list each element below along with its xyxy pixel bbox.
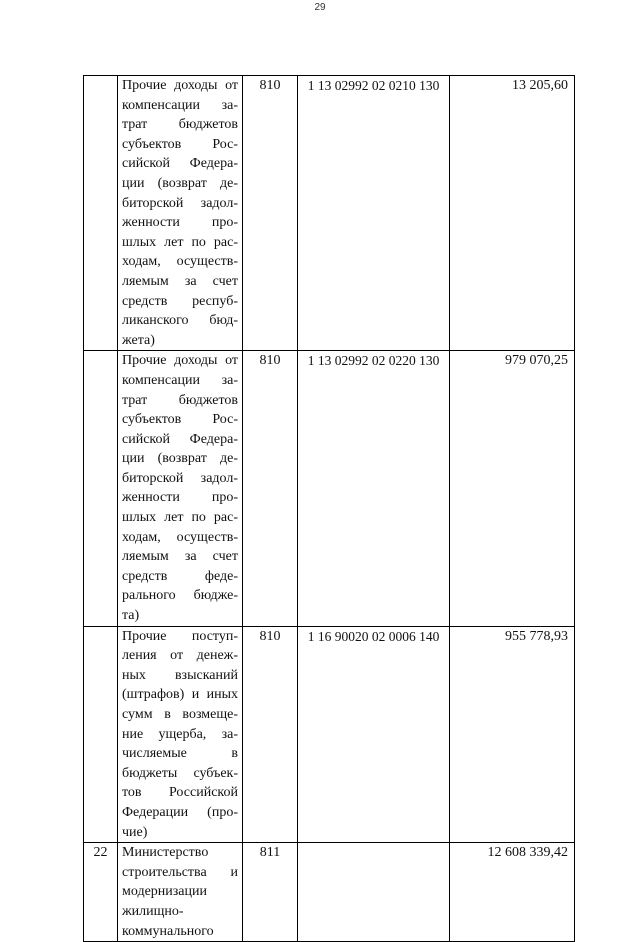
admin-code: 810 <box>243 626 298 843</box>
name-line: ляемым за счет <box>122 549 238 565</box>
name-line: компенсации за- <box>122 372 238 388</box>
table-row <box>84 626 575 843</box>
budget-classification-code: 1 13 02992 02 0220 130 <box>298 351 450 626</box>
name-line: модернизации <box>122 884 207 900</box>
row-number: 22 <box>84 843 118 942</box>
row-number <box>84 351 118 626</box>
budget-classification-code: 1 13 02992 02 0210 130 <box>298 76 450 351</box>
page-number: 29 <box>314 2 326 13</box>
admin-code: 810 <box>243 351 298 626</box>
income-name <box>118 843 243 942</box>
name-line: строительства и <box>122 864 238 880</box>
name-line: женности про- <box>122 490 238 506</box>
name-line: сийской Федера- <box>122 156 238 172</box>
name-line: ходам, осуществ- <box>122 529 238 545</box>
name-line: ляемым за счет <box>122 273 238 289</box>
name-line: субъектов Рос- <box>122 136 238 152</box>
name-line: (штрафов) и иных <box>122 687 238 703</box>
name-line: ходам, осуществ- <box>122 254 238 270</box>
name-line: Министерство <box>122 845 209 861</box>
income-name <box>118 351 243 626</box>
name-line: женности про- <box>122 215 238 231</box>
table-row <box>84 843 575 942</box>
name-line: ления от денеж- <box>122 648 238 664</box>
name-line: трат бюджетов <box>122 392 238 408</box>
name-line: Прочие доходы от <box>122 353 238 369</box>
name-line: ции (возврат де- <box>122 175 238 191</box>
budget-classification-code <box>298 843 450 942</box>
name-line: субъектов Рос- <box>122 412 238 428</box>
name-line: числяемые в <box>122 746 238 762</box>
name-line: шлых лет по рас- <box>122 510 238 526</box>
name-line: биторской задол- <box>122 470 238 486</box>
name-line: тов Российской <box>122 785 238 801</box>
amount: 955 778,93 <box>450 626 575 843</box>
name-line: жета) <box>122 332 155 348</box>
income-name <box>118 626 243 843</box>
name-line: трат бюджетов <box>122 117 238 133</box>
name-line: жилищно- <box>122 903 184 919</box>
name-line: сумм в возмеще- <box>122 707 238 722</box>
table-row <box>84 351 575 626</box>
amount: 13 205,60 <box>450 76 575 351</box>
row-number <box>84 626 118 843</box>
name-line: средств респуб- <box>122 293 238 309</box>
name-line: Прочие доходы от <box>122 78 238 93</box>
row-number <box>84 76 118 351</box>
name-line: рального бюдже- <box>122 588 238 604</box>
amount: 12 608 339,42 <box>450 843 575 942</box>
name-line: та) <box>122 608 140 624</box>
income-name <box>118 76 243 351</box>
name-line: компенсации за- <box>122 97 238 113</box>
admin-code: 810 <box>243 76 298 351</box>
name-line: бюджеты субъек- <box>122 765 238 781</box>
name-line: Прочие поступ- <box>122 628 238 644</box>
name-line: ние ущерба, за- <box>122 726 238 742</box>
name-line: коммунального <box>122 923 214 939</box>
name-line: шлых лет по рас- <box>122 234 238 250</box>
name-line: ликанского бюд- <box>122 313 238 329</box>
admin-code: 811 <box>243 843 298 942</box>
name-line: чие) <box>122 824 148 840</box>
amount: 979 070,25 <box>450 351 575 626</box>
name-line: Федерации (про- <box>122 804 238 820</box>
name-line: ции (возврат де- <box>122 451 238 467</box>
budget-classification-code: 1 16 90020 02 0006 140 <box>298 626 450 843</box>
name-line: средств феде- <box>122 568 238 584</box>
name-line: сийской Федера- <box>122 431 238 447</box>
table-row <box>84 76 575 351</box>
name-line: биторской задол- <box>122 195 238 211</box>
budget-table <box>83 75 575 942</box>
name-line: ных взысканий <box>122 667 238 683</box>
